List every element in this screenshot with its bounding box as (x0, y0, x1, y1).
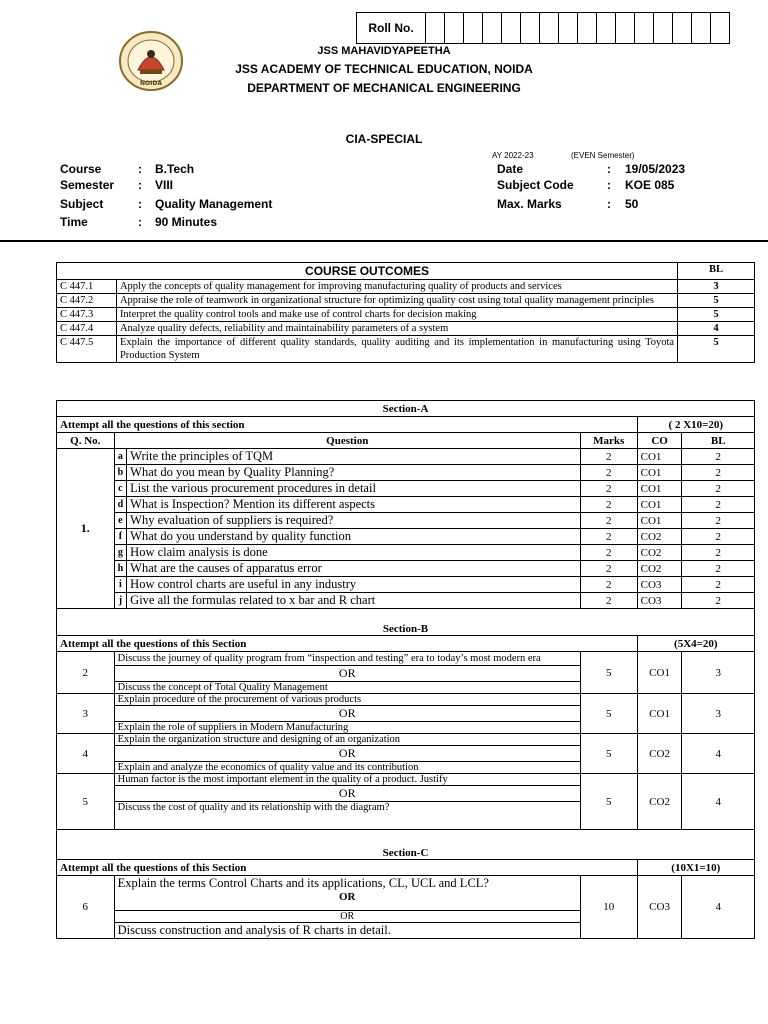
question-bl: 2 (682, 545, 755, 561)
co-text: Analyze quality defects, reliability and maintainability parameters of a system (116, 322, 677, 336)
co-text: Apply the concepts of quality management for improving manufacturing quality of products and services (116, 280, 677, 294)
co-row (57, 294, 755, 308)
section-b-instruction: Attempt all the questions of this Section (57, 636, 638, 652)
question-co: CO1 (637, 513, 682, 529)
info-subject-code-label: Subject Code (497, 178, 574, 192)
question-bl: 2 (682, 593, 755, 609)
academic-year: AY 2022-23 (492, 151, 534, 160)
co-row (57, 308, 755, 322)
question-bl: 2 (682, 529, 755, 545)
question-co: CO1 (637, 652, 682, 694)
co-table-header: COURSE OUTCOMES (57, 263, 678, 280)
logo-text: NOIDA (140, 80, 162, 87)
question-bl: 4 (682, 774, 755, 830)
section-b-marks-scheme: (5X4=20) (637, 636, 754, 652)
question-marks: 2 (580, 513, 637, 529)
roll-digit-cell[interactable] (502, 13, 521, 43)
co-row (57, 322, 755, 336)
roll-digit-cell[interactable] (616, 13, 635, 43)
roll-digit-cell[interactable] (597, 13, 616, 43)
co-bl: 3 (678, 280, 755, 294)
question-text: Discuss the journey of quality program from “inspection and testing” era to today’s most modern era (114, 652, 580, 666)
question-text: Explain the role of suppliers in Modern Manufacturing (114, 722, 580, 734)
info-time-value: 90 Minutes (155, 215, 218, 229)
department-name: DEPARTMENT OF MECHANICAL ENGINEERING (247, 81, 521, 95)
question-marks: 5 (580, 774, 637, 830)
question-text: What do you understand by quality function (127, 529, 581, 545)
info-semester-label: Semester (60, 178, 115, 192)
sub-question-letter: b (114, 465, 127, 481)
question-text: Discuss the concept of Total Quality Management (114, 682, 580, 694)
question-text: What is Inspection? Mention its different aspects (127, 497, 581, 513)
info-subject-code-value: KOE 085 (625, 178, 675, 192)
question-text: Why evaluation of suppliers is required? (127, 513, 581, 529)
question-row (57, 513, 755, 529)
question-co: CO2 (637, 774, 682, 830)
question-marks: 2 (580, 529, 637, 545)
question-text (114, 876, 580, 911)
co-bl: 5 (678, 294, 755, 308)
question-marks: 2 (580, 481, 637, 497)
col-bl-header: BL (682, 433, 755, 449)
info-max-marks-value: 50 (625, 197, 639, 211)
question-text: Write the principles of TQM (127, 449, 581, 465)
co-text: Interpret the quality control tools and make use of control charts for decision making (116, 308, 677, 322)
info-date-label: Date (497, 162, 524, 176)
section-a-marks-scheme: ( 2 X10=20) (637, 417, 754, 433)
sub-question-letter: j (114, 593, 127, 609)
question-bl: 2 (682, 497, 755, 513)
info-subject-label: Subject (60, 197, 104, 211)
question-marks: 2 (580, 561, 637, 577)
info-subject-value: Quality Management (155, 197, 273, 211)
question-row (57, 734, 755, 746)
co-code: C 447.4 (57, 322, 117, 336)
question-bl: 4 (682, 876, 755, 939)
roll-digit-cell[interactable] (521, 13, 540, 43)
info-course-label: Course (60, 162, 102, 176)
colon: : (138, 178, 142, 192)
co-row (57, 280, 755, 294)
question-bl: 2 (682, 561, 755, 577)
col-marks-header: Marks (580, 433, 637, 449)
question-co: CO1 (637, 694, 682, 734)
question-co: CO1 (637, 449, 682, 465)
or-separator: OR (114, 746, 580, 762)
info-semester-value: VIII (155, 178, 174, 192)
co-code: C 447.5 (57, 336, 117, 363)
sub-question-letter: f (114, 529, 127, 545)
question-text: How claim analysis is done (127, 545, 581, 561)
col-co-header: CO (637, 433, 682, 449)
question-text: Explain procedure of the procurement of various products (114, 694, 580, 706)
co-code: C 447.3 (57, 308, 117, 322)
sub-question-letter: g (114, 545, 127, 561)
question-marks: 5 (580, 734, 637, 774)
colon: : (138, 215, 142, 229)
question-text-line: Explain the terms Control Charts and its applications, CL, UCL and LCL? (117, 876, 489, 890)
co-code: C 447.2 (57, 294, 117, 308)
question-paper-table (56, 400, 755, 939)
roll-digit-cell[interactable] (673, 13, 692, 43)
question-co: CO3 (637, 593, 682, 609)
co-bl: 5 (678, 336, 755, 363)
question-marks: 5 (580, 652, 637, 694)
question-row (57, 561, 755, 577)
institute-line1: JSS MAHAVIDYAPEETHA (317, 45, 451, 57)
question-row (57, 449, 755, 465)
question-text: Explain the organization structure and designing of an organization (114, 734, 580, 746)
question-co: CO2 (637, 734, 682, 774)
question-marks: 10 (580, 876, 637, 939)
colon: : (607, 178, 611, 192)
question-row (57, 545, 755, 561)
question-text: What are the causes of apparatus error (127, 561, 581, 577)
co-text: Appraise the role of teamwork in organizational structure for optimizing quality cost using total quality management principles (116, 294, 677, 308)
roll-digit-cell[interactable] (445, 13, 464, 43)
co-bl: 5 (678, 308, 755, 322)
question-bl: 2 (682, 577, 755, 593)
colon: : (607, 197, 611, 211)
question-text: Explain and analyze the economics of quality value and its contribution (114, 762, 580, 774)
sub-question-letter: c (114, 481, 127, 497)
co-code: C 447.1 (57, 280, 117, 294)
sub-question-letter: e (114, 513, 127, 529)
roll-digit-cell[interactable] (711, 13, 729, 43)
exam-title: CIA-SPECIAL (345, 132, 423, 146)
section-c-instruction: Attempt all the questions of this Section (57, 860, 638, 876)
question-number: 5 (57, 774, 115, 830)
question-row (57, 465, 755, 481)
question-bl: 4 (682, 734, 755, 774)
question-bl: 2 (682, 465, 755, 481)
question-marks: 2 (580, 593, 637, 609)
co-bl-header: BL (678, 263, 755, 280)
colon: : (607, 162, 611, 176)
question-marks: 2 (580, 449, 637, 465)
roll-digit-cell[interactable] (654, 13, 673, 43)
col-question-header: Question (114, 433, 580, 449)
question-marks: 2 (580, 465, 637, 481)
roll-digit-cell[interactable] (426, 13, 445, 43)
question-row (57, 577, 755, 593)
header-divider (0, 240, 768, 242)
info-max-marks-label: Max. Marks (497, 197, 562, 211)
sub-question-letter: a (114, 449, 127, 465)
roll-digit-cell[interactable] (692, 13, 711, 43)
question-bl: 2 (682, 449, 755, 465)
question-row (57, 694, 755, 706)
info-time-label: Time (60, 215, 88, 229)
colon: : (138, 197, 142, 211)
question-marks: 5 (580, 694, 637, 734)
section-a-instruction: Attempt all the questions of this section (57, 417, 638, 433)
col-qno-header: Q. No. (57, 433, 115, 449)
course-outcomes-table (56, 262, 755, 363)
or-separator: OR (114, 786, 580, 802)
question-marks: 2 (580, 545, 637, 561)
section-a-title: Section-A (57, 401, 755, 417)
question-co: CO1 (637, 481, 682, 497)
question-bl: 2 (682, 481, 755, 497)
section-b-title: Section-B (57, 609, 755, 636)
or-separator: OR (114, 666, 580, 682)
question-number: 6 (57, 876, 115, 939)
question-text: Human factor is the most important element in the quality of a product. Justify (114, 774, 580, 786)
or-separator-bold: OR (338, 891, 356, 903)
question-row (57, 497, 755, 513)
question-co: CO2 (637, 545, 682, 561)
question-co: CO3 (637, 577, 682, 593)
info-date-value: 19/05/2023 (625, 162, 686, 176)
question-co: CO2 (637, 529, 682, 545)
question-text: Give all the formulas related to x bar and R chart (127, 593, 581, 609)
roll-digit-cell[interactable] (559, 13, 578, 43)
question-text: How control charts are useful in any industry (127, 577, 581, 593)
co-text: Explain the importance of different quality standards, quality auditing and its implementation in manufacturing using Toyota Production System (116, 336, 677, 363)
sub-question-letter: d (114, 497, 127, 513)
question-text: What do you mean by Quality Planning? (127, 465, 581, 481)
sub-question-letter: i (114, 577, 127, 593)
question-row (57, 876, 755, 911)
semester-type: (EVEN Semester) (571, 151, 635, 160)
section-c-marks-scheme: (10X1=10) (637, 860, 754, 876)
question-marks: 2 (580, 497, 637, 513)
institute-name: JSS ACADEMY OF TECHNICAL EDUCATION, NOIDA (235, 62, 533, 76)
roll-digit-cell[interactable] (483, 13, 502, 43)
question-number: 2 (57, 652, 115, 694)
question-co: CO1 (637, 465, 682, 481)
question-marks: 2 (580, 577, 637, 593)
or-separator: OR (114, 706, 580, 722)
roll-digit-cell[interactable] (578, 13, 597, 43)
roll-digit-cell[interactable] (635, 13, 654, 43)
co-row (57, 336, 755, 363)
or-separator: OR (114, 911, 580, 923)
sub-question-letter: h (114, 561, 127, 577)
roll-number-label: Roll No. (357, 13, 426, 43)
roll-number-box (356, 12, 730, 44)
co-bl: 4 (678, 322, 755, 336)
question-row (57, 529, 755, 545)
question-bl: 2 (682, 513, 755, 529)
roll-digit-cell[interactable] (464, 13, 483, 43)
roll-digit-cell[interactable] (540, 13, 559, 43)
question-number: 3 (57, 694, 115, 734)
question-bl: 3 (682, 694, 755, 734)
question-row (57, 774, 755, 786)
question-co: CO3 (637, 876, 682, 939)
question-number: 4 (57, 734, 115, 774)
info-course-value: B.Tech (155, 162, 195, 176)
question-text: Discuss construction and analysis of R charts in detail. (114, 923, 580, 939)
question-text: List the various procurement procedures in detail (127, 481, 581, 497)
colon: : (138, 162, 142, 176)
question-number: 1. (57, 449, 115, 609)
question-co: CO2 (637, 561, 682, 577)
section-c-title: Section-C (57, 830, 755, 860)
question-text: Discuss the cost of quality and its relationship with the diagram? (114, 802, 580, 830)
question-co: CO1 (637, 497, 682, 513)
question-row (57, 652, 755, 666)
question-bl: 3 (682, 652, 755, 694)
question-row (57, 593, 755, 609)
question-row (57, 481, 755, 497)
